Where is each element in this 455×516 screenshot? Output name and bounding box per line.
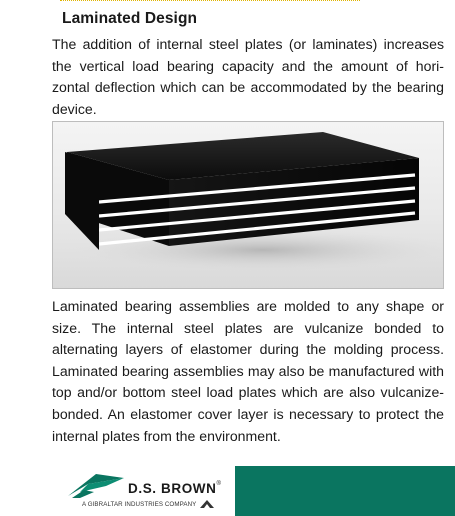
logo-name [128,481,222,496]
pad-left-edge [65,152,99,250]
laminated-bearing-illustration [53,122,443,288]
ds-brown-swoosh-icon [66,470,128,500]
intro-paragraph: The addition of internal steel plates (or laminates) increases the vertical load bearing capacity and the amount of hori-zontal deflection which can be accommodated by the bearing device. [52,36,444,117]
logo-tagline: A GIBRALTAR INDUSTRIES COMPANY [82,501,197,508]
body-paragraph: Laminated bearing assemblies are molded to any shape or size. The internal steel plates are vulcanize bonded to alternating layers of elastomer during the molding process. Laminated bearing assemblies may also be manufactured with top and/or bottom steel load plates which are also vulcanize-bonded. An elastomer cover layer is necessary to protect the internal plates from the environment. [52,298,444,444]
page-footer [0,466,455,516]
section-heading: Laminated Design [62,10,198,27]
gibraltar-mark-icon [200,500,214,508]
footer-green-band [235,466,455,516]
top-dotted-rule [60,0,360,3]
logo-registered-mark: ® [216,481,222,487]
ds-brown-logo [66,470,236,516]
bearing-photo [52,121,444,289]
logo-name-text: D.S. BROWN [128,481,217,496]
